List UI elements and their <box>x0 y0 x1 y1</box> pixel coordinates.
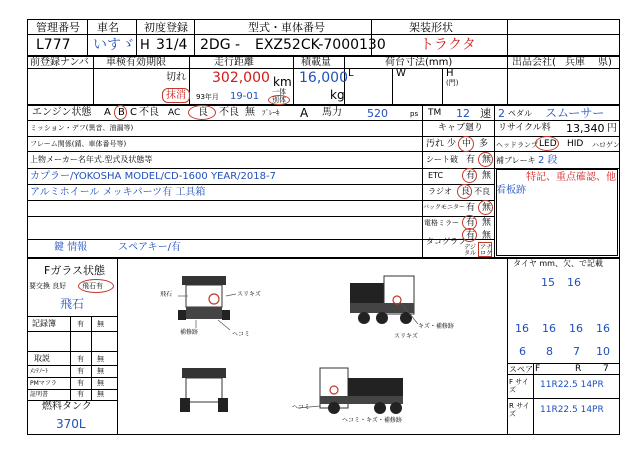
key-value: スペアキー/有 <box>118 242 181 253</box>
reg-date: 31/4 <box>156 37 188 53</box>
ichitai: 一体 <box>272 88 286 96</box>
load-unit: kg <box>330 88 345 102</box>
label-first-reg: 初度登録 <box>144 21 188 34</box>
key-label: 鍵 情報 <box>54 242 88 253</box>
label-maker: 車名 <box>97 21 119 34</box>
tm-speeds: 12 <box>456 107 470 120</box>
smoother: スムーサー <box>545 106 605 120</box>
brake-grade: A <box>300 106 309 120</box>
chassis-number: EXZ52CK-7000130 <box>255 37 386 53</box>
notes-title: 特記、重点確認、他 <box>526 172 616 183</box>
recycle-fee: 13,340 <box>566 122 605 135</box>
fuel-value: 370L <box>56 417 86 431</box>
model-code: 2DG - <box>200 37 241 53</box>
kanri-number: L777 <box>36 37 71 53</box>
label-dims: 荷台寸法(mm) <box>385 57 453 68</box>
massho-option: 抹消 <box>166 90 186 101</box>
tire-title: タイヤ mm、欠、で記載 <box>513 259 603 268</box>
aux-brake: 2 段 <box>538 155 558 166</box>
coupler-info: カプラー/YOKOSHA MODEL/CD-1600 YEAR/2018-7 <box>30 171 276 182</box>
glass-value: 飛石 <box>60 297 85 311</box>
label-kanri: 管理番号 <box>36 21 80 34</box>
body-type: トラクタ <box>420 37 476 53</box>
label-load: 積載量 <box>301 57 331 68</box>
label-engine: エンジン状態 <box>32 107 92 118</box>
horsepower: 520 <box>367 107 388 120</box>
label-inspection: 車検有効期限 <box>106 57 166 68</box>
notes-value: 看板跡 <box>496 185 526 196</box>
label-prev-plate: 前登録ナンバ <box>30 57 89 68</box>
wheels-info: アルミホイール メッキパーツ有 工具箱 <box>30 187 206 198</box>
mileage-unit: km <box>273 75 292 89</box>
truck-side-view <box>350 276 414 324</box>
load-value: 16,000 <box>299 70 348 86</box>
maker-name: いすゞ <box>93 37 135 53</box>
mileage-value: 302,000 <box>212 70 270 86</box>
truck-side-view-2 <box>320 368 403 414</box>
reg-value: 19-01 <box>230 91 260 102</box>
label-mileage: 走行距離 <box>214 57 254 68</box>
pedal-count: 2 <box>498 107 505 120</box>
label-model: 型式・車体番号 <box>248 21 325 34</box>
tire-front-size: 11R22.5 14PR <box>540 380 604 390</box>
tire-rear-size: 11R22.5 14PR <box>540 405 604 415</box>
label-seller: 出品会社( <box>512 57 556 68</box>
label-body: 架装形状 <box>409 21 453 34</box>
reg-era: H <box>140 38 150 53</box>
damage-diagram <box>120 258 505 434</box>
betsutai: 別体 <box>272 96 286 104</box>
truck-rear-view <box>180 368 228 412</box>
kire-option: 切れ <box>166 72 186 83</box>
truck-front-view <box>178 276 230 320</box>
seller-pref: 兵庫 <box>565 57 585 68</box>
